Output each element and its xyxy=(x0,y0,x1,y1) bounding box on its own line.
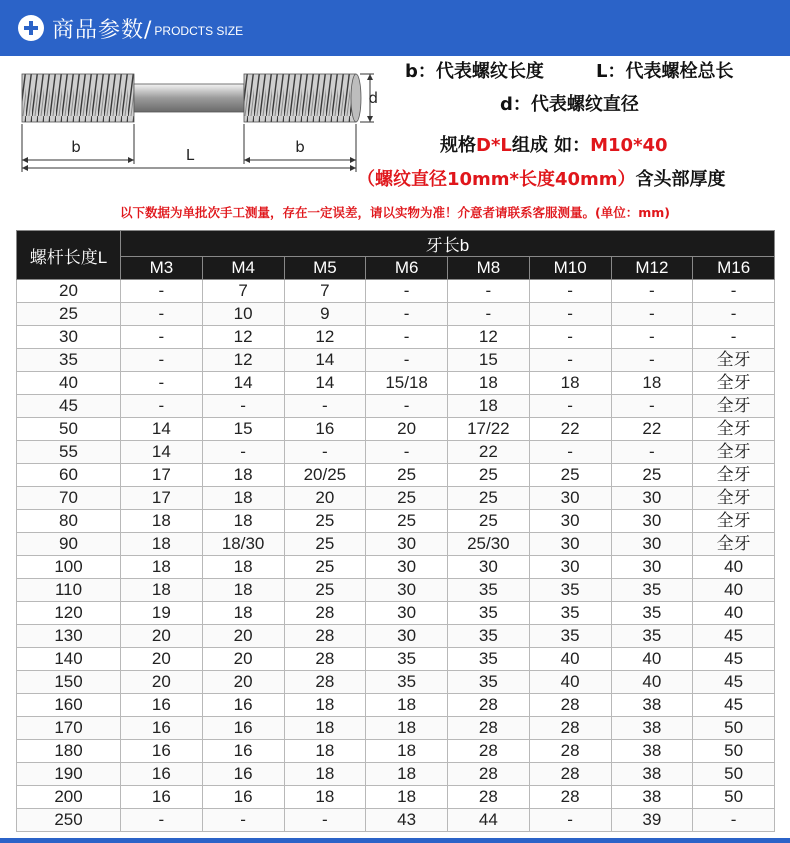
thread-length-cell: 40 xyxy=(529,648,611,671)
thread-length-cell: 40 xyxy=(529,671,611,694)
b-definition: b：代表螺纹长度 xyxy=(405,61,544,82)
table-row xyxy=(17,740,775,763)
thread-length-cell: 25 xyxy=(366,464,448,487)
thread-length-cell: - xyxy=(202,395,284,418)
thread-length-cell: 16 xyxy=(121,786,203,809)
thread-length-cell: 50 xyxy=(693,786,775,809)
thread-length-cell: 15/18 xyxy=(366,372,448,395)
thread-length-cell: 16 xyxy=(202,717,284,740)
thread-length-cell: 12 xyxy=(284,326,366,349)
thread-length-cell: 44 xyxy=(448,809,530,832)
thread-length-cell: 40 xyxy=(693,556,775,579)
thread-length-cell: 18 xyxy=(121,556,203,579)
length-cell: 35 xyxy=(17,349,121,372)
thread-length-cell: 18 xyxy=(611,372,693,395)
thread-length-cell: 40 xyxy=(611,648,693,671)
example-detail: （螺纹直径10mm*长度40mm） xyxy=(357,169,636,190)
thread-length-cell: 30 xyxy=(611,556,693,579)
thread-length-cell: 12 xyxy=(202,326,284,349)
length-cell: 120 xyxy=(17,602,121,625)
thread-length-cell: 12 xyxy=(202,349,284,372)
table-row xyxy=(17,648,775,671)
thread-length-cell: - xyxy=(366,326,448,349)
spec-line xyxy=(440,131,668,157)
length-cell: 100 xyxy=(17,556,121,579)
thread-length-cell: - xyxy=(611,280,693,303)
column-header: M8 xyxy=(448,257,530,280)
thread-length-cell: - xyxy=(611,441,693,464)
thread-length-cell: 20 xyxy=(202,625,284,648)
thread-length-cell: 30 xyxy=(448,556,530,579)
thread-length-cell: 28 xyxy=(529,740,611,763)
thread-length-cell: - xyxy=(121,372,203,395)
spec-formula: D*L xyxy=(476,135,512,156)
thread-length-cell: 45 xyxy=(693,671,775,694)
thread-length-cell: - xyxy=(121,395,203,418)
length-cell: 150 xyxy=(17,671,121,694)
thread-length-cell: 28 xyxy=(448,740,530,763)
thread-length-cell: 50 xyxy=(693,740,775,763)
table-row xyxy=(17,487,775,510)
table-row xyxy=(17,533,775,556)
table-row xyxy=(17,510,775,533)
spec-mid: 组成 如： xyxy=(511,135,591,156)
table-row xyxy=(17,671,775,694)
thread-length-cell: - xyxy=(284,441,366,464)
thread-length-cell: 50 xyxy=(693,763,775,786)
thread-length-cell: 35 xyxy=(611,625,693,648)
thread-length-cell: 18 xyxy=(284,763,366,786)
column-header: M6 xyxy=(366,257,448,280)
length-cell: 55 xyxy=(17,441,121,464)
thread-length-cell: 18 xyxy=(121,510,203,533)
thread-length-cell: 18/30 xyxy=(202,533,284,556)
thread-length-cell: 20/25 xyxy=(284,464,366,487)
thread-length-cell: 全牙 xyxy=(693,533,775,556)
thread-length-cell: 18 xyxy=(284,717,366,740)
thread-length-cell: 35 xyxy=(448,648,530,671)
thread-length-cell: 14 xyxy=(284,349,366,372)
table-row xyxy=(17,441,775,464)
length-cell: 90 xyxy=(17,533,121,556)
column-header: M16 xyxy=(693,257,775,280)
thread-length-cell: 28 xyxy=(448,694,530,717)
thread-length-cell: 全牙 xyxy=(693,395,775,418)
thread-length-cell: 38 xyxy=(611,740,693,763)
measurement-notice: 以下数据为单批次手工测量，存在一定误差，请以实物为准！介意者请联系客服测量。(单位：mm) xyxy=(120,205,670,220)
table-row xyxy=(17,418,775,441)
thread-length-cell: 25 xyxy=(366,487,448,510)
header-subtitle: PRODCTS SIZE xyxy=(154,24,244,38)
thread-length-cell: 38 xyxy=(611,786,693,809)
thread-length-cell: - xyxy=(121,326,203,349)
length-cell: 140 xyxy=(17,648,121,671)
thread-length-cell: - xyxy=(121,809,203,832)
thread-length-cell: 20 xyxy=(284,487,366,510)
thread-length-cell: - xyxy=(611,349,693,372)
thread-length-cell: 28 xyxy=(529,786,611,809)
thread-length-cell: 17 xyxy=(121,464,203,487)
column-header: M10 xyxy=(529,257,611,280)
thread-length-cell: 18 xyxy=(121,579,203,602)
thread-length-cell: - xyxy=(121,349,203,372)
thread-length-cell: 15 xyxy=(202,418,284,441)
length-cell: 60 xyxy=(17,464,121,487)
header-bar xyxy=(0,0,790,56)
thread-length-cell: 35 xyxy=(611,602,693,625)
thread-length-cell: - xyxy=(366,349,448,372)
thread-length-cell: 7 xyxy=(202,280,284,303)
thread-length-cell: - xyxy=(529,441,611,464)
thread-length-cell: - xyxy=(366,280,448,303)
thread-length-cell: 14 xyxy=(284,372,366,395)
thread-length-cell: 18 xyxy=(529,372,611,395)
thread-length-cell: 17/22 xyxy=(448,418,530,441)
thread-length-cell: 16 xyxy=(121,763,203,786)
spec-prefix: 规格 xyxy=(440,135,476,156)
length-cell: 70 xyxy=(17,487,121,510)
thread-length-cell: - xyxy=(529,349,611,372)
thread-length-cell: - xyxy=(121,280,203,303)
thread-length-cell: 38 xyxy=(611,694,693,717)
thread-length-cell: 40 xyxy=(611,671,693,694)
length-cell: 25 xyxy=(17,303,121,326)
thread-length-cell: - xyxy=(529,395,611,418)
thread-length-cell: 全牙 xyxy=(693,487,775,510)
thread-length-cell: - xyxy=(529,303,611,326)
thread-length-cell: - xyxy=(284,395,366,418)
thread-length-cell: 50 xyxy=(693,717,775,740)
thread-length-cell: 15 xyxy=(448,349,530,372)
label-b-right: b xyxy=(295,138,305,156)
table-row xyxy=(17,556,775,579)
thread-length-cell: - xyxy=(448,280,530,303)
thread-length-cell: 25 xyxy=(448,487,530,510)
row-header: 螺杆长度L xyxy=(17,231,121,280)
thread-length-cell: 20 xyxy=(121,625,203,648)
thread-length-cell: - xyxy=(448,303,530,326)
thread-length-cell: 38 xyxy=(611,763,693,786)
thread-length-cell: 22 xyxy=(611,418,693,441)
table-row xyxy=(17,786,775,809)
label-L: L xyxy=(185,146,195,164)
thread-length-cell: 28 xyxy=(529,763,611,786)
length-cell: 20 xyxy=(17,280,121,303)
thread-length-cell: 20 xyxy=(366,418,448,441)
thread-length-cell: - xyxy=(529,280,611,303)
thread-length-cell: 18 xyxy=(366,786,448,809)
length-cell: 40 xyxy=(17,372,121,395)
thread-length-cell: 18 xyxy=(448,395,530,418)
thread-length-cell: - xyxy=(693,303,775,326)
thread-length-cell: 43 xyxy=(366,809,448,832)
thread-length-cell: 28 xyxy=(284,625,366,648)
column-header: M4 xyxy=(202,257,284,280)
thread-length-cell: 28 xyxy=(284,648,366,671)
bolt-shape xyxy=(22,74,361,122)
thread-length-cell: 18 xyxy=(366,740,448,763)
thread-length-cell: 30 xyxy=(529,487,611,510)
thread-length-cell: 20 xyxy=(121,648,203,671)
spec-table xyxy=(16,230,775,832)
thread-length-cell: 30 xyxy=(366,625,448,648)
table-row xyxy=(17,349,775,372)
thread-length-cell: - xyxy=(202,809,284,832)
spec-example: M10*40 xyxy=(590,135,668,156)
thread-length-cell: 全牙 xyxy=(693,349,775,372)
thread-length-cell: 16 xyxy=(202,694,284,717)
thread-length-cell: 16 xyxy=(202,786,284,809)
thread-length-cell: 18 xyxy=(202,579,284,602)
thread-length-cell: 25 xyxy=(448,510,530,533)
length-cell: 80 xyxy=(17,510,121,533)
thread-length-cell: 16 xyxy=(121,740,203,763)
thread-length-cell: 14 xyxy=(121,441,203,464)
thread-length-cell: 28 xyxy=(448,717,530,740)
thread-length-cell: 16 xyxy=(121,694,203,717)
length-cell: 130 xyxy=(17,625,121,648)
thread-length-cell: 39 xyxy=(611,809,693,832)
thread-length-cell: 35 xyxy=(611,579,693,602)
thread-length-cell: 40 xyxy=(693,602,775,625)
stud-bolt-diagram xyxy=(14,68,384,180)
thread-length-cell: - xyxy=(611,395,693,418)
thread-length-cell: 19 xyxy=(121,602,203,625)
thread-length-cell: 30 xyxy=(529,510,611,533)
thread-length-cell: 28 xyxy=(284,602,366,625)
thread-length-cell: 20 xyxy=(121,671,203,694)
length-cell: 45 xyxy=(17,395,121,418)
thread-length-cell: 14 xyxy=(121,418,203,441)
label-b-left: b xyxy=(71,138,81,156)
table-row xyxy=(17,579,775,602)
thread-length-cell: - xyxy=(529,326,611,349)
thread-length-cell: 10 xyxy=(202,303,284,326)
group-header: 牙长b xyxy=(121,231,775,257)
thread-length-cell: 45 xyxy=(693,625,775,648)
table-row xyxy=(17,717,775,740)
thread-length-cell: 全牙 xyxy=(693,418,775,441)
thread-length-cell: - xyxy=(693,280,775,303)
thread-length-cell: 18 xyxy=(284,740,366,763)
thread-length-cell: - xyxy=(611,326,693,349)
thread-length-cell: 35 xyxy=(529,625,611,648)
thread-length-cell: 25 xyxy=(529,464,611,487)
length-cell: 170 xyxy=(17,717,121,740)
thread-length-cell: 18 xyxy=(366,694,448,717)
thread-length-cell: 18 xyxy=(121,533,203,556)
length-cell: 50 xyxy=(17,418,121,441)
column-header: M5 xyxy=(284,257,366,280)
thread-length-cell: 30 xyxy=(611,510,693,533)
thread-length-cell: 18 xyxy=(202,464,284,487)
thread-length-cell: 35 xyxy=(366,648,448,671)
thread-length-cell: - xyxy=(611,303,693,326)
thread-length-cell: 35 xyxy=(529,602,611,625)
example-line xyxy=(357,165,726,191)
length-cell: 180 xyxy=(17,740,121,763)
thread-length-cell: 28 xyxy=(284,671,366,694)
thread-length-cell: 30 xyxy=(611,487,693,510)
thread-length-cell: 全牙 xyxy=(693,372,775,395)
thread-length-cell: 45 xyxy=(693,648,775,671)
thread-length-cell: - xyxy=(202,441,284,464)
plus-circle-icon xyxy=(18,15,44,41)
column-header: M12 xyxy=(611,257,693,280)
thread-length-cell: 18 xyxy=(366,717,448,740)
thread-length-cell: 全牙 xyxy=(693,464,775,487)
thread-length-cell: - xyxy=(693,326,775,349)
thread-length-cell: 30 xyxy=(366,602,448,625)
thread-length-cell: 45 xyxy=(693,694,775,717)
thread-length-cell: 30 xyxy=(529,556,611,579)
thread-length-cell: 35 xyxy=(529,579,611,602)
thread-length-cell: 35 xyxy=(366,671,448,694)
table-body xyxy=(17,280,775,832)
thread-length-cell: 28 xyxy=(448,763,530,786)
thread-length-cell: - xyxy=(366,303,448,326)
head-note: 含头部厚度 xyxy=(635,169,726,190)
table-row xyxy=(17,763,775,786)
thread-length-cell: - xyxy=(366,395,448,418)
d-definition: d：代表螺纹直径 xyxy=(500,94,639,115)
thread-length-cell: 30 xyxy=(529,533,611,556)
table-row xyxy=(17,395,775,418)
thread-length-cell: 18 xyxy=(284,786,366,809)
thread-length-cell: 18 xyxy=(202,510,284,533)
thread-length-cell: 25 xyxy=(284,556,366,579)
header-title: 商品参数/ xyxy=(52,17,153,43)
thread-length-cell: 22 xyxy=(448,441,530,464)
table-row xyxy=(17,625,775,648)
thread-length-cell: 18 xyxy=(448,372,530,395)
thread-length-cell: 22 xyxy=(529,418,611,441)
length-cell: 160 xyxy=(17,694,121,717)
column-header: M3 xyxy=(121,257,203,280)
table-row xyxy=(17,464,775,487)
thread-length-cell: 25 xyxy=(448,464,530,487)
length-cell: 110 xyxy=(17,579,121,602)
thread-length-cell: 7 xyxy=(284,280,366,303)
table-row xyxy=(17,602,775,625)
length-cell: 200 xyxy=(17,786,121,809)
column-header-row xyxy=(17,257,775,280)
thread-length-cell: 30 xyxy=(366,533,448,556)
thread-length-cell: - xyxy=(529,809,611,832)
thread-length-cell: 20 xyxy=(202,648,284,671)
thread-length-cell: 25 xyxy=(284,533,366,556)
table-row xyxy=(17,326,775,349)
thread-length-cell: 全牙 xyxy=(693,510,775,533)
thread-length-cell: 30 xyxy=(366,556,448,579)
length-cell: 250 xyxy=(17,809,121,832)
table-row xyxy=(17,280,775,303)
thread-length-cell: 20 xyxy=(202,671,284,694)
thread-length-cell: 全牙 xyxy=(693,441,775,464)
thread-length-cell: 25 xyxy=(366,510,448,533)
thread-length-cell: 16 xyxy=(121,717,203,740)
thread-length-cell: 9 xyxy=(284,303,366,326)
thread-length-cell: 28 xyxy=(529,717,611,740)
thread-length-cell: 12 xyxy=(448,326,530,349)
thread-length-cell: 35 xyxy=(448,625,530,648)
table-row xyxy=(17,694,775,717)
table-row xyxy=(17,303,775,326)
thread-length-cell: 25 xyxy=(284,510,366,533)
thread-length-cell: - xyxy=(121,303,203,326)
L-definition: L：代表螺栓总长 xyxy=(596,61,734,82)
thread-length-cell: - xyxy=(693,809,775,832)
thread-length-cell: 18 xyxy=(284,694,366,717)
thread-length-cell: 25 xyxy=(284,579,366,602)
table-row xyxy=(17,809,775,832)
thread-length-cell: 14 xyxy=(202,372,284,395)
thread-length-cell: - xyxy=(284,809,366,832)
thread-length-cell: 30 xyxy=(611,533,693,556)
label-d: d xyxy=(368,89,378,107)
thread-length-cell: 16 xyxy=(202,763,284,786)
thread-length-cell: 38 xyxy=(611,717,693,740)
thread-length-cell: 17 xyxy=(121,487,203,510)
thread-length-cell: 18 xyxy=(202,556,284,579)
thread-length-cell: 35 xyxy=(448,602,530,625)
thread-length-cell: - xyxy=(366,441,448,464)
thread-length-cell: 28 xyxy=(529,694,611,717)
thread-length-cell: 16 xyxy=(202,740,284,763)
thread-length-cell: 18 xyxy=(202,487,284,510)
length-cell: 190 xyxy=(17,763,121,786)
thread-length-cell: 35 xyxy=(448,671,530,694)
thread-length-cell: 30 xyxy=(366,579,448,602)
thread-length-cell: 18 xyxy=(202,602,284,625)
bottom-border xyxy=(0,838,790,843)
thread-length-cell: 18 xyxy=(366,763,448,786)
thread-length-cell: 25 xyxy=(611,464,693,487)
thread-length-cell: 16 xyxy=(284,418,366,441)
thread-length-cell: 25/30 xyxy=(448,533,530,556)
table-row xyxy=(17,372,775,395)
thread-length-cell: 28 xyxy=(448,786,530,809)
length-cell: 30 xyxy=(17,326,121,349)
thread-length-cell: 40 xyxy=(693,579,775,602)
thread-length-cell: 35 xyxy=(448,579,530,602)
